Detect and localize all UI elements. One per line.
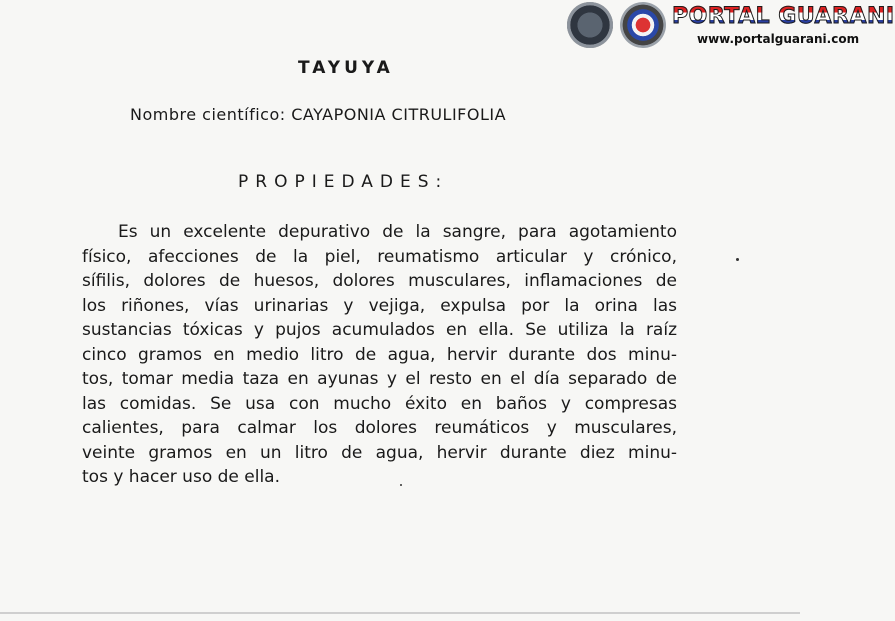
body-line: físico, afecciones de la piel, reumatismo articular y crónico, <box>82 246 677 267</box>
section-heading: PROPIEDADES: <box>238 172 449 192</box>
portal-guarani-logo[interactable] <box>455 0 895 54</box>
flag-emblem-icon <box>620 2 666 48</box>
body-line: tos, tomar media taza en ayunas y el resto en el día separado de <box>82 369 677 389</box>
website-url[interactable]: www.portalguarani.com <box>697 32 860 46</box>
body-line: tos y hacer uso de ella. <box>82 467 280 487</box>
body-line: Es un excelente depurativo de la sangre, para agotamiento <box>118 222 677 242</box>
page-title: TAYUYA <box>298 58 394 78</box>
body-line: veinte gramos en un litro de agua, hervir durante diez minu- <box>82 442 677 463</box>
body-line: sífilis, dolores de huesos, dolores musculares, inflamaciones de <box>82 271 677 291</box>
body-line: calientes, para calmar los dolores reumáticos y musculares, <box>82 418 677 438</box>
brand-name: PORTAL GUARANI <box>672 4 895 29</box>
body-paragraph <box>82 220 677 490</box>
paper-speck <box>400 484 402 486</box>
body-line: sustancias tóxicas y pujos acumulados en ella. Se utiliza la raíz <box>82 320 677 340</box>
seal-emblem-icon <box>567 2 613 48</box>
page-edge-line <box>0 612 800 614</box>
body-line: los riñones, vías urinarias y vejiga, expulsa por la orina las <box>82 295 677 316</box>
scientific-name: Nombre científico: CAYAPONIA CITRULIFOLIA <box>130 105 507 124</box>
body-line: cinco gramos en medio litro de agua, hervir durante dos minu- <box>82 344 677 365</box>
paper-speck <box>736 258 739 261</box>
body-line: las comidas. Se usa con mucho éxito en baños y compresas <box>82 393 677 414</box>
